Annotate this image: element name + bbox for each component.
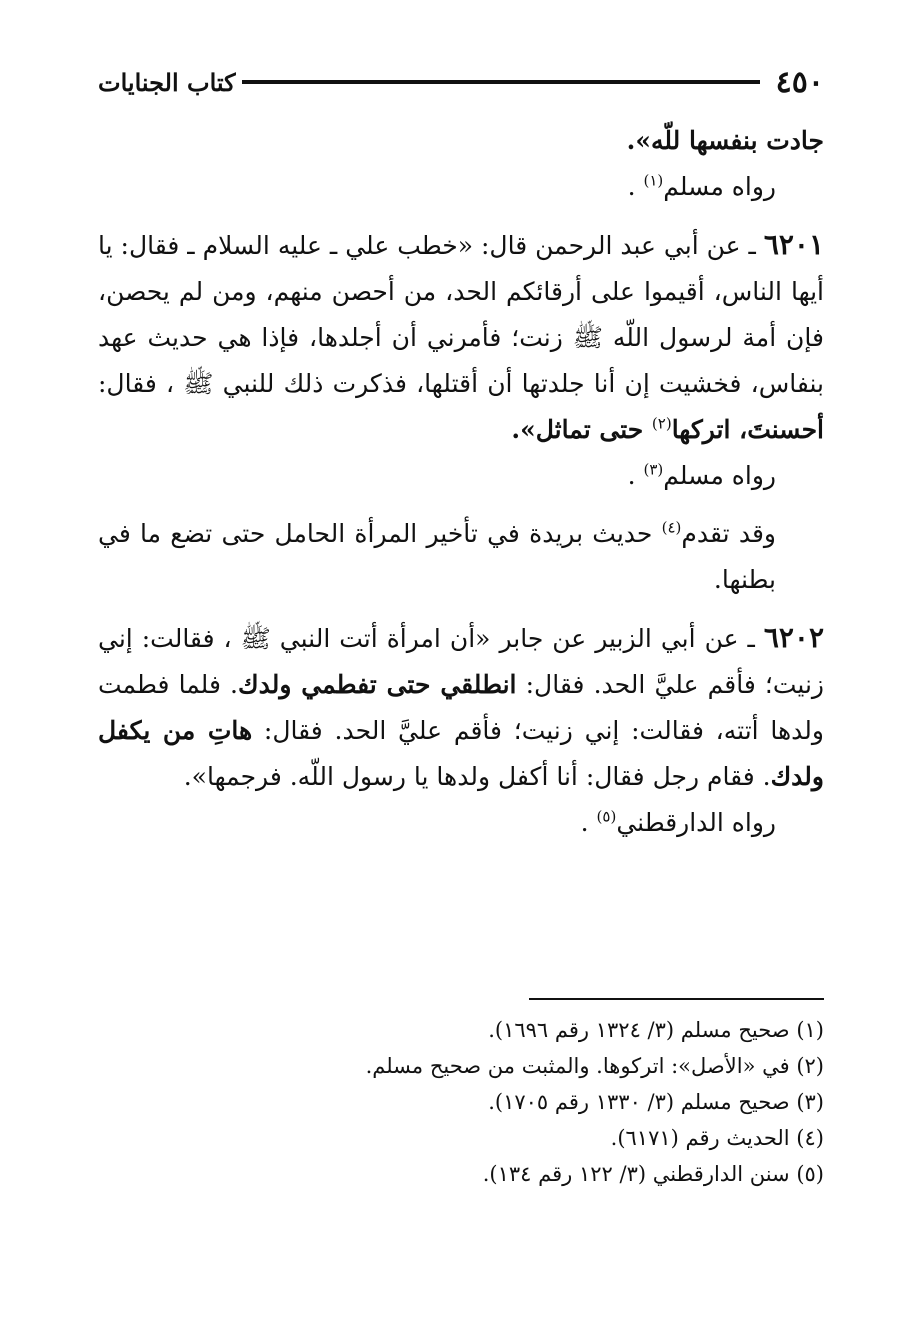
paragraph-continuation: جادت بنفسها للّه». <box>626 126 824 155</box>
header-rule <box>242 80 760 84</box>
footnote-ref: (٣) <box>643 460 664 479</box>
footnote: (٤) الحديث رقم (٦١٧١). <box>610 1126 824 1150</box>
footnote-ref: (٤) <box>661 518 682 537</box>
footnote: (٥) سنن الدارقطني (٣/ ١٢٢ رقم ١٣٤). <box>482 1162 824 1186</box>
footnote-ref: (١) <box>643 171 664 190</box>
footnote-divider <box>529 998 824 1000</box>
page-header <box>98 62 824 102</box>
main-text <box>98 118 824 846</box>
footnote: (٣) صحيح مسلم (٣/ ١٣٣٠ رقم ١٧٠٥). <box>488 1090 824 1114</box>
citation-line: رواه الدارقطني$^{(٥)}$ . <box>580 807 776 837</box>
hadith-number: ٦٢٠٢ <box>763 621 824 654</box>
citation-line: رواه مسلم$^{(١)}$ . <box>627 171 776 201</box>
cross-reference-line: وقد تقدم$^{(٤)}$ حديث بريدة في تأخير المرأة الحامل حتى تضع ما في بطنها. <box>98 518 776 594</box>
footnote-ref: (٥) <box>596 807 617 826</box>
footnote: (٢) في «الأصل»: اتركوها. والمثبت من صحيح مسلم. <box>365 1054 824 1078</box>
hadith-6202: ٦٢٠٢ ـ عن أبي الزبير عن جابر «أن امرأة أتت النبي ﷺ ، فقالت: إني زنيت؛ فأقم عليَّ الحد. فقال: انطلقي حتى تفطمي ولدك. فلما فطمت ولدها أتته، فقالت: إني زنيت؛ فأقم عليَّ الحد. فقال: هاتِ من يكفل ولدك. فقام رجل فقال: أنا أكفل ولدها يا رسول اللّه. فرجمها». <box>98 621 824 791</box>
footnote-ref: (٢) <box>651 414 672 433</box>
citation-line: رواه مسلم$^{(٣)}$ . <box>627 460 776 490</box>
page-number: ٤٥٠ <box>775 64 824 100</box>
book-title: كتاب الجنايات <box>98 67 236 97</box>
footnotes <box>98 1012 824 1192</box>
hadith-number: ٦٢٠١ <box>763 228 824 261</box>
hadith-6201: ٦٢٠١ ـ عن أبي عبد الرحمن قال: «خطب علي ـ عليه السلام ـ فقال: يا أيها الناس، أقيموا على أرقائكم الحد، من أحصن منهم، ومن لم يحصن، فإن أمة لرسول اللّه ﷺ زنت؛ فأمرني أن أجلدها، فإذا هي حديث عهد بنفاس، فخشيت إن أنا جلدتها أن أقتلها، فذكرت ذلك للنبي ﷺ ، فقال: أحسنتَ، اتركها$^{(٢)}$ حتى تماثل». <box>98 228 824 444</box>
footnote: (١) صحيح مسلم (٣/ ١٣٢٤ رقم ١٦٩٦). <box>488 1018 824 1042</box>
